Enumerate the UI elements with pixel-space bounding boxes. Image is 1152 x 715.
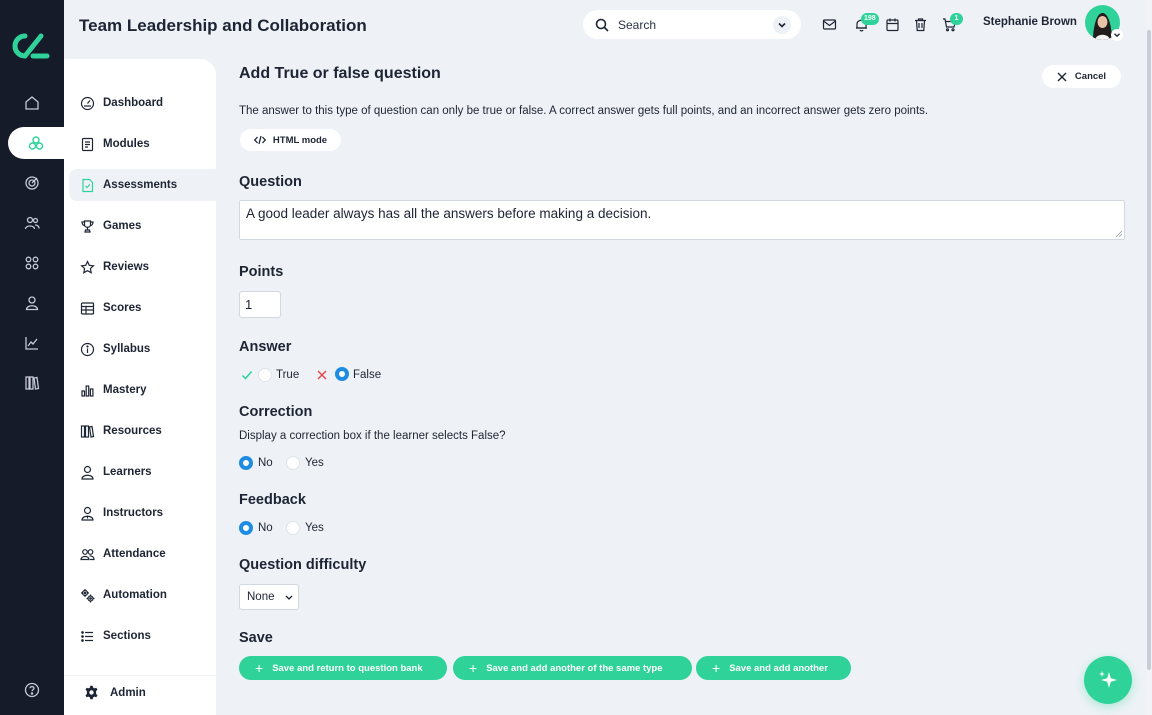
save-add-another-button[interactable]	[696, 656, 851, 680]
trophy-icon	[80, 219, 95, 234]
html-mode-button[interactable]	[240, 129, 341, 151]
correction-prompt: Display a correction box if the learner selects False?	[239, 430, 506, 442]
plus-icon: +	[712, 660, 721, 676]
difficulty-select[interactable]	[239, 584, 299, 610]
table-icon	[80, 301, 95, 316]
save-add-same-type-label: Save and add another of the same type	[486, 662, 663, 674]
correction-no-radio[interactable]	[239, 456, 253, 470]
rail-home[interactable]	[0, 87, 64, 119]
sidebar-item-label: Scores	[103, 302, 142, 314]
sidebar-item-automation[interactable]	[69, 579, 216, 611]
points-heading: Points	[239, 264, 284, 280]
target-icon	[24, 175, 40, 191]
rail-target[interactable]	[0, 167, 64, 199]
sidebar-item-syllabus[interactable]	[69, 333, 216, 365]
gear-icon	[84, 685, 99, 700]
correction-heading: Correction	[239, 404, 313, 420]
list-icon	[80, 629, 95, 644]
sidebar-item-label: Games	[103, 220, 142, 232]
page-title: Team Leadership and Collaboration	[79, 16, 367, 35]
answer-false-label[interactable]: False	[353, 369, 382, 381]
notifications-badge: 198	[861, 13, 879, 25]
feedback-yes-label[interactable]: Yes	[305, 522, 324, 534]
form-title: Add True or false question	[239, 65, 441, 82]
question-type-description: The answer to this type of question can only be true or false. A correct answer gets full points, and an incorrect answer gets zero points.	[239, 105, 929, 117]
question-textarea[interactable]	[239, 200, 1125, 240]
plus-icon: +	[255, 660, 264, 676]
answer-true-label[interactable]: True	[276, 369, 300, 381]
sidebar-item-mastery[interactable]	[69, 374, 216, 406]
sidebar-item-label: Reviews	[103, 261, 150, 273]
assessments-rail-icon	[28, 135, 44, 151]
gears-icon	[80, 588, 95, 603]
sidebar-item-label: Learners	[103, 466, 152, 478]
modules-icon	[80, 137, 95, 152]
difficulty-value: None	[247, 591, 275, 603]
plus-icon: +	[469, 660, 478, 676]
assessments-icon	[80, 178, 95, 193]
side-menu	[64, 59, 216, 715]
attendance-icon	[80, 547, 95, 562]
help-icon[interactable]	[24, 682, 40, 698]
save-return-label: Save and return to question bank	[272, 662, 423, 674]
learner-icon	[80, 465, 95, 480]
correction-no-label[interactable]: No	[258, 457, 273, 469]
mail-icon[interactable]	[822, 17, 837, 32]
cancel-button[interactable]	[1042, 65, 1121, 88]
star-icon	[80, 260, 95, 275]
correction-yes-radio[interactable]	[286, 456, 300, 470]
user-name[interactable]: Stephanie Brown	[983, 16, 1077, 28]
sidebar-item-instructors[interactable]	[69, 497, 216, 529]
sidebar-item-label: Sections	[103, 630, 151, 642]
sidebar-item-reviews[interactable]	[69, 251, 216, 283]
question-text: A good leader always has all the answers before making a decision.	[246, 206, 652, 221]
sidebar-item-modules[interactable]	[69, 128, 216, 160]
sidebar-item-attendance[interactable]	[69, 538, 216, 570]
sidebar-item-scores[interactable]	[69, 292, 216, 324]
apps-grid-icon	[24, 255, 40, 271]
library-icon	[24, 375, 40, 391]
admin-label: Admin	[110, 686, 146, 699]
search-dropdown-button[interactable]	[773, 16, 791, 34]
calendar-icon[interactable]	[885, 17, 900, 32]
feedback-no-label[interactable]: No	[258, 522, 273, 534]
sidebar-item-sections[interactable]	[69, 620, 216, 652]
sidebar-item-dashboard[interactable]	[69, 87, 216, 119]
sidebar-item-label: Attendance	[103, 548, 166, 560]
page-scrollbar[interactable]	[1146, 0, 1152, 715]
sidebar-item-label: Syllabus	[103, 343, 151, 355]
info-icon	[80, 342, 95, 357]
bar-chart-icon	[80, 383, 95, 398]
rail-profile[interactable]	[0, 287, 64, 319]
answer-true-radio[interactable]	[258, 368, 272, 382]
x-mark-icon	[316, 369, 328, 381]
chart-icon	[24, 335, 40, 351]
correction-yes-label[interactable]: Yes	[305, 457, 324, 469]
rail-assessments[interactable]	[8, 127, 64, 159]
check-icon	[241, 369, 253, 381]
sidebar-item-games[interactable]	[69, 210, 216, 242]
save-heading: Save	[239, 630, 273, 646]
difficulty-heading: Question difficulty	[239, 557, 367, 573]
sidebar-item-label: Dashboard	[103, 97, 164, 109]
feedback-no-radio[interactable]	[239, 521, 253, 535]
dashboard-icon	[80, 96, 95, 111]
admin-divider	[64, 675, 216, 676]
chevron-down-icon	[285, 594, 293, 601]
points-input[interactable]: 1	[239, 291, 281, 318]
cart-badge: 1	[950, 13, 963, 25]
feedback-yes-radio[interactable]	[286, 521, 300, 535]
rail-apps[interactable]	[0, 247, 64, 279]
sidebar-item-label: Automation	[103, 589, 167, 601]
search-input[interactable]: Search	[618, 17, 657, 32]
users-icon	[24, 215, 40, 231]
save-return-button[interactable]	[239, 656, 447, 680]
close-icon	[1057, 72, 1067, 82]
sidebar-item-learners[interactable]	[69, 456, 216, 488]
rail-users[interactable]	[0, 207, 64, 239]
save-add-same-type-button[interactable]	[453, 656, 692, 680]
sidebar-item-label: Assessments	[103, 179, 178, 191]
scrollbar-thumb[interactable]	[1147, 30, 1151, 670]
trash-icon[interactable]	[913, 17, 928, 32]
sidebar-item-assessments[interactable]	[69, 169, 216, 201]
instructor-icon	[80, 506, 95, 521]
chevron-down-icon	[1113, 31, 1121, 39]
question-heading: Question	[239, 174, 302, 190]
home-icon	[24, 95, 40, 111]
sidebar-item-label: Resources	[103, 425, 162, 437]
app-logo[interactable]	[11, 32, 53, 60]
search-bar[interactable]	[583, 10, 801, 39]
chevron-down-icon	[777, 20, 787, 30]
resize-handle-icon[interactable]	[1116, 231, 1122, 237]
answer-false-radio[interactable]	[335, 367, 349, 381]
user-icon	[24, 295, 40, 311]
sparkle-icon	[1097, 669, 1119, 691]
answer-heading: Answer	[239, 339, 292, 355]
search-icon	[595, 18, 609, 32]
rail-library[interactable]	[0, 367, 64, 399]
sidebar-item-label: Modules	[103, 138, 150, 150]
sidebar-item-resources[interactable]	[69, 415, 216, 447]
rail-analytics[interactable]	[0, 327, 64, 359]
cancel-label: Cancel	[1074, 71, 1107, 82]
code-icon	[254, 135, 266, 145]
admin-button[interactable]	[84, 685, 146, 700]
sidebar-item-label: Mastery	[103, 384, 147, 396]
left-rail	[0, 0, 64, 715]
sidebar-item-label: Instructors	[103, 507, 164, 519]
ai-assistant-button[interactable]	[1084, 656, 1132, 704]
user-menu-chevron[interactable]	[1111, 29, 1123, 41]
feedback-heading: Feedback	[239, 492, 306, 508]
books-icon	[80, 424, 95, 439]
html-mode-label: HTML mode	[272, 134, 328, 146]
save-add-another-label: Save and add another	[729, 662, 828, 674]
